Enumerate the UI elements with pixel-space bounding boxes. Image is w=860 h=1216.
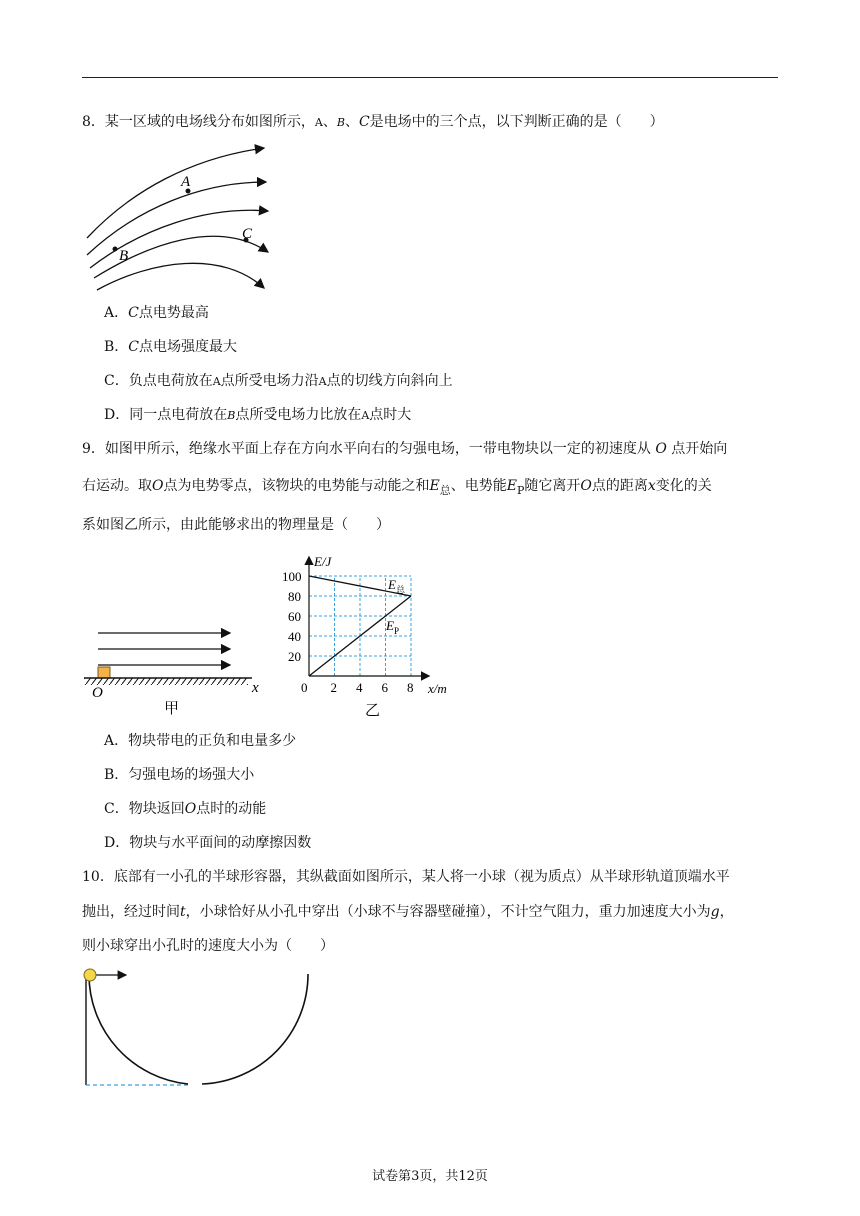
x-tick-label: 4 <box>356 680 363 695</box>
label-C: C <box>242 226 253 242</box>
point-B <box>113 247 118 252</box>
q9-stem-line3: 系如图乙所示，由此能够求出的物理量是（ ） <box>82 517 390 533</box>
x-axis-label: x <box>252 680 259 696</box>
y-tick-label: 20 <box>288 649 301 664</box>
label-A: A <box>181 174 191 190</box>
page-footer: 试卷第3页，共12页 <box>372 1169 488 1184</box>
y-tick-label: 40 <box>288 629 301 644</box>
q9-figure-jia <box>80 620 270 720</box>
q10-hemisphere-figure <box>80 962 320 1092</box>
curve-label-total: $E_总$ <box>388 577 405 595</box>
q9-stem-line1: 9．如图甲所示，绝缘水平面上存在方向水平向右的匀强电场，一带电物块以一定的初速度从 O 点开始向 <box>82 441 728 457</box>
y-tick-label: 80 <box>288 589 301 604</box>
curve-label-p: $E_P$ <box>386 618 399 636</box>
q9-stem-line2: 右运动。取O点为电势零点，该物块的电势能与动能之和$E_总$、电势能$E_P$随它离开O点的距离x变化的关 <box>82 478 712 497</box>
caption-jia: 甲 <box>164 701 180 717</box>
q10-stem-line2: 抛出，经过时间t，小球恰好从小孔中穿出（小球不与容器壁碰撞），不计空气阻力，重力加速度大小为g， <box>82 904 734 920</box>
y-axis-title: E/J <box>314 554 332 569</box>
x-tick-label: 8 <box>407 680 414 695</box>
x-tick-label: 2 <box>330 680 337 695</box>
q8-stem: 8．某一区域的电场线分布如图所示，A、B、C是电场中的三个点，以下判断正确的是（ ） <box>82 114 664 130</box>
ball <box>84 969 96 981</box>
q8-field-lines-figure <box>82 140 282 292</box>
q10-stem-line3: 则小球穿出小孔时的速度大小为（ ） <box>82 938 334 954</box>
q8-option-c[interactable]: C．负点电荷放在A点所受电场力沿A点的切线方向斜向上 <box>104 373 453 389</box>
q8-option-d[interactable]: D．同一点电荷放在B点所受电场力比放在A点时大 <box>104 407 412 423</box>
origin-tick: 0 <box>301 680 308 695</box>
q8-option-b[interactable]: B．C点电场强度最大 <box>104 339 238 355</box>
x-axis-title: x/m <box>428 681 447 696</box>
y-tick-label: 100 <box>282 569 302 584</box>
origin-label: O <box>92 685 103 701</box>
charged-block <box>98 667 110 678</box>
q9-option-c[interactable]: C．物块返回O点时的动能 <box>104 801 267 817</box>
q9-option-b[interactable]: B．匀强电场的场强大小 <box>104 767 255 783</box>
y-tick-label: 60 <box>288 609 301 624</box>
header-rule <box>82 77 778 78</box>
q9-option-d[interactable]: D．物块与水平面间的动摩擦因数 <box>104 835 312 851</box>
q10-stem-line1: 10．底部有一小孔的半球形容器，其纵截面如图所示，某人将一小球（视为质点）从半球形轨道顶端水平 <box>82 869 730 885</box>
q9-option-a[interactable]: A．物块带电的正负和电量多少 <box>104 733 297 749</box>
q8-option-a[interactable]: A．C点电势最高 <box>104 305 209 321</box>
caption-yi: 乙 <box>365 703 381 719</box>
x-tick-label: 6 <box>381 680 388 695</box>
label-B: B <box>119 248 129 264</box>
q9-energy-chart <box>276 552 466 724</box>
